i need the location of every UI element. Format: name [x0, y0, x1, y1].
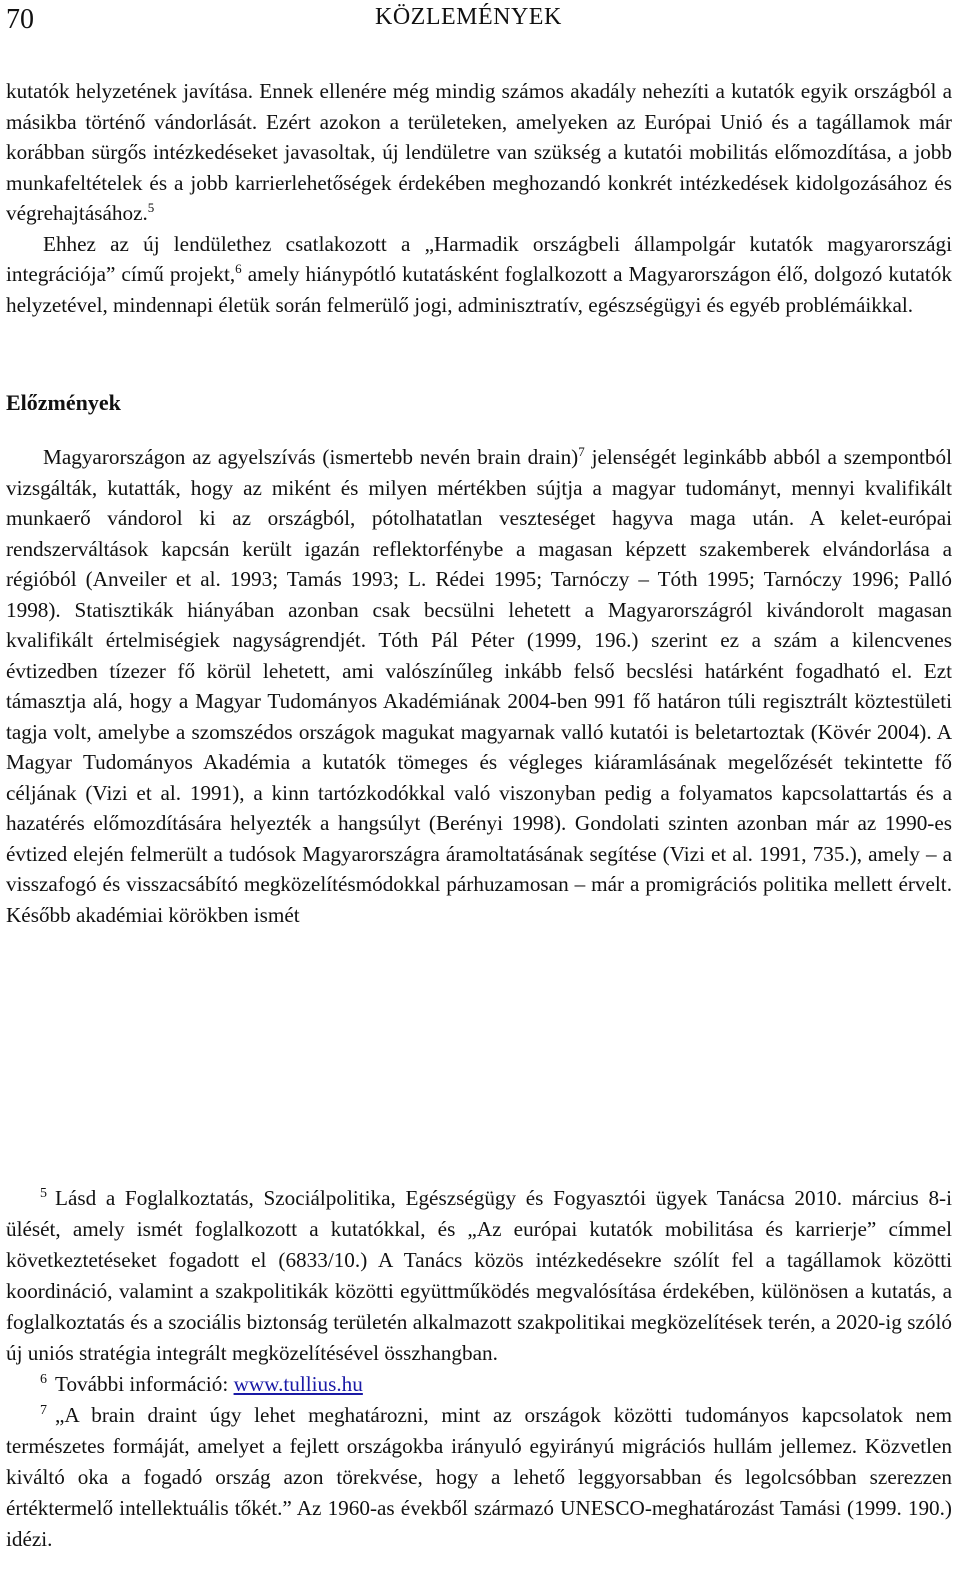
footnote-5-number: 5 [40, 1185, 47, 1201]
footnote-5-text: Lásd a Foglalkoztatás, Szociálpolitika, Egészségügy és Fogyasztói ügyek Tanácsa 2010. március 8-i ülését, amely ismét foglalkozott a kutatókkal, és „Az európai kutatók mobilitása és karrierje” címmel következtetéseket fogadott el (6833/10.) A Tanács közös intézkedésekre szólít fel a tagállamok közötti koordináció, valamint a szakpolitikák közötti együttműködés megvalósítása érdekében, különösen a kutatás, a foglalkoztatás és a szociális biztonság területén alkalmazott szakpolitikai megközelítések terén, a 2020-ig szóló új uniós stratégia integrált megközelítésével összhangban. [6, 1186, 952, 1365]
section-paragraph-text-b: jelenségét leginkább abból a szempontból vizsgálták, kutatták, hogy az miként és milyen mértékben sújtja a magyar tudományt, mennyi kvalifikált munkaerő vándorol ki az országból, pótolhatatlan veszteséget hagyva maga után. A kelet-európai rendszerváltások kapcsán került igazán reflektorfénybe a magasan képzett szakemberek elvándorlása a régióból (Anveiler et al. 1993; Tamás 1993; L. Rédei 1995; Tarnóczy – Tóth 1995; Tarnóczy 1996; Palló 1998). Statisztikák hiányában azonban csak becsülni lehetett a Magyarországról kivándorolt magasan kvalifikált értelmiségiek nagyságrendjét. Tóth Pál Péter (1999, 196.) szerint ez a szám a kilencvenes évtizedben tízezer fő körül lehetett, ami valószínűleg inkább felső becslési határként fogadható el. Ezt támasztja alá, hogy a Magyar Tudományos Akadémiának 2004-ben 991 fő határon túli regisztrált köztestületi tagja volt, amelybe a szomszédos országok magukat magyarnak valló kutatói is beletartoztak (Kövér 2004). A Magyar Tudományos Akadémia a kutatók tömeges és végleges kiáramlásának megelőzését tekintette fő céljának (Vizi et al. 1991), a kinn tartózkodókkal való viszonyban pedig a folyamatos kapcsolattartás és a hazatérés előmozdítására helyezték a hangsúlyt (Berényi 1998). Gondolati szinten azonban már az 1990-es évtized elején felmerült a tudósok Magyarországra áramoltatásának segítése (Vizi et al. 1991, 735.), amely – a visszafogó és visszacsábító megközelítésmódokkal párhuzamosan – már a promigrációs politika mellett érvelt. Később akadémiai körökben ismét [6, 445, 952, 927]
page-number: 70 [6, 4, 34, 35]
footnote-ref-7: 7 [578, 443, 585, 459]
footnote-ref-6: 6 [235, 260, 242, 276]
footnote-7-number: 7 [40, 1402, 47, 1418]
section-heading: Előzmények [6, 390, 121, 415]
footnote-6-number: 6 [40, 1371, 47, 1387]
footnote-ref-5: 5 [147, 199, 155, 215]
intro-paragraph-1 [6, 76, 952, 229]
page-header [0, 0, 960, 40]
intro-paragraph-2-text-b: amely hiánypótló kutatásként foglalkozott a Magyarországon élő, dolgozó kutatók helyzetével, mindennapi életük során felmerülő jogi, adminisztratív, egészségügyi és egyéb problémáikkal. [6, 262, 952, 317]
section-paragraph-text-a: Magyarországon az agyelszívás (ismertebb nevén brain drain) [43, 445, 579, 469]
section-paragraph [6, 442, 952, 930]
main-text [6, 76, 952, 930]
footnote-6-link[interactable]: www.tullius.hu [233, 1372, 363, 1396]
running-title: KÖZLEMÉNYEK [375, 4, 562, 30]
footnotes [6, 1183, 952, 1555]
footnote-5 [6, 1183, 952, 1369]
footnote-6-label: További információ: [55, 1372, 234, 1396]
footnote-7 [6, 1400, 952, 1555]
intro-paragraph-2-text-a: Ehhez az új lendülethez csatlakozott a „Harmadik országbeli állampolgár kutatók magyarországi integrációja” című projekt, [6, 231, 952, 286]
intro-paragraph-2 [6, 229, 952, 321]
footnote-7-text: „A brain draint úgy lehet meghatározni, mint az országok közötti tudományos kapcsolatok nem természetes formáját, amelyet a fejlett országokba irányuló egyirányú migrációs hullám jellemez. Közvetlen kiváltó oka a fogadó ország azon törekvése, hogy a lehető leggyorsabban és legolcsóbban szerezzen értéktermelő intellektuális tőkét.” Az 1960-as évekből származó UNESCO-meghatározást Tamási (1999. 190.) idézi. [6, 1403, 952, 1551]
intro-paragraph-1-text: kutatók helyzetének javítása. Ennek ellenére még mindig számos akadály nehezíti a kutatók egyik országból a másikba történő vándorlását. Ezért azokon a területeken, amelyeken az Európai Unió és a tagállamok már korábban sürgős intézkedéseket javasoltak, új lendületre van szükség a kutatói mobilitás előmozdítása, a jobb munkafeltételek és a jobb karrierlehetőségek érdekében meghozandó konkrét intézkedések kidolgozásához és végrehajtásához. [6, 79, 952, 225]
footnote-6 [6, 1369, 952, 1400]
